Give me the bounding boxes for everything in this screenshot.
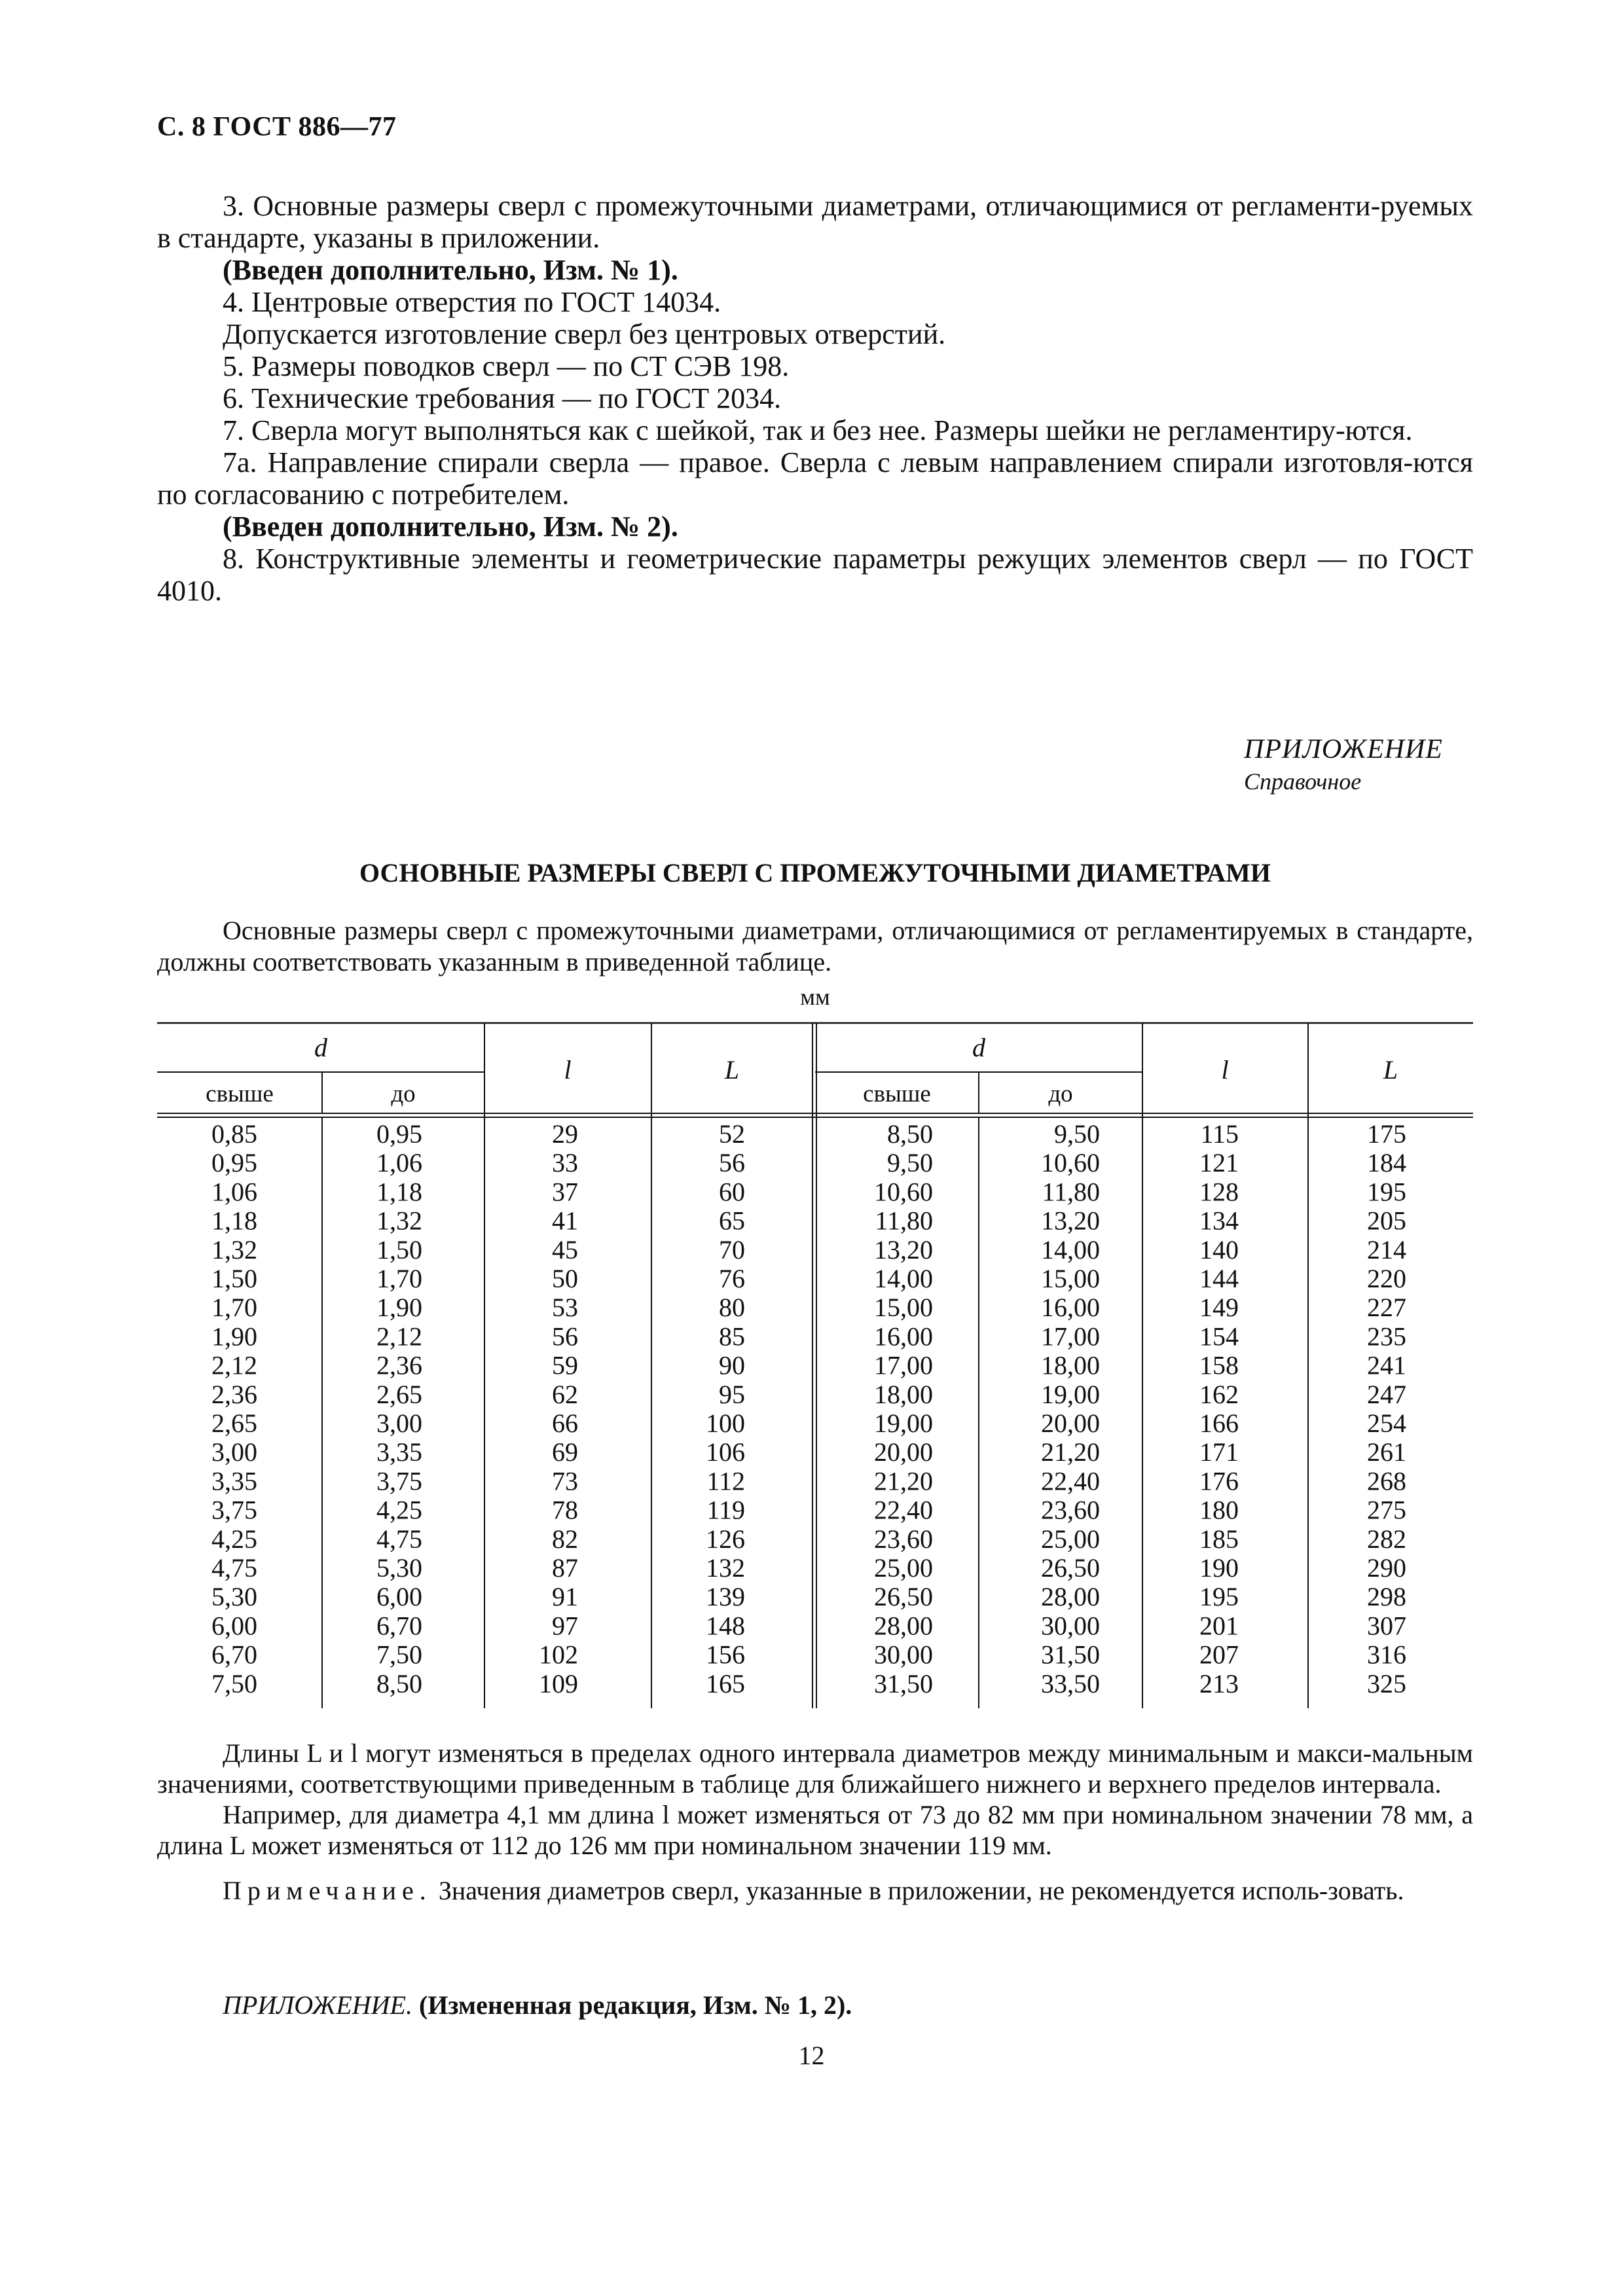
clause-4-extra: Допускается изготовление сверл без центровых отверстий. [223, 318, 946, 350]
cell-left-L: 156 [706, 1640, 745, 1670]
cell-left-l: 69 [552, 1437, 578, 1467]
cell-left-over: 1,06 [211, 1177, 257, 1207]
section-title: ОСНОВНЫЕ РАЗМЕРЫ СВЕРЛ С ПРОМЕЖУТОЧНЫМИ ДИАМЕТРАМИ [359, 858, 1271, 888]
cell-right-over: 18,00 [874, 1379, 933, 1409]
cell-right-l: 158 [1199, 1350, 1239, 1380]
clause-8: 8. Конструктивные элементы и геометрические параметры режущих элементов сверл — по ГОСТ 4010. [157, 543, 1473, 607]
cell-left-over: 1,90 [211, 1321, 257, 1352]
cell-left-L: 70 [719, 1234, 745, 1265]
cell-left-l: 29 [552, 1119, 578, 1149]
cell-right-L: 261 [1367, 1437, 1406, 1467]
cell-left-over: 1,70 [211, 1293, 257, 1323]
cell-right-to: 30,00 [1041, 1611, 1100, 1641]
cell-right-to: 18,00 [1041, 1350, 1100, 1380]
note-label: Примечание. [223, 1876, 432, 1905]
cell-left-L: 126 [706, 1524, 745, 1554]
cell-left-L: 139 [706, 1582, 745, 1612]
cell-left-L: 100 [706, 1408, 745, 1438]
cell-right-to: 23,60 [1041, 1495, 1100, 1525]
cell-left-to: 6,00 [376, 1582, 422, 1612]
cell-left-over: 2,65 [211, 1408, 257, 1438]
cell-left-to: 1,06 [376, 1148, 422, 1178]
cell-right-L: 275 [1367, 1495, 1406, 1525]
cell-right-to: 21,20 [1041, 1437, 1100, 1467]
cell-left-l: 109 [539, 1668, 578, 1698]
cell-left-l: 62 [552, 1379, 578, 1409]
cell-left-L: 85 [719, 1321, 745, 1352]
cell-left-l: 78 [552, 1495, 578, 1525]
cell-right-to: 26,50 [1041, 1553, 1100, 1583]
cell-right-over: 31,50 [874, 1668, 933, 1698]
header-l-right: l [1221, 1055, 1229, 1085]
header-over-right: свыше [863, 1081, 931, 1107]
cell-right-L: 227 [1367, 1293, 1406, 1323]
cell-left-over: 4,25 [211, 1524, 257, 1554]
clause-5: 5. Размеры поводков сверл — по СТ СЭВ 198. [223, 350, 790, 382]
cell-right-over: 30,00 [874, 1640, 933, 1670]
table-body [211, 1119, 1406, 1698]
cell-right-over: 17,00 [874, 1350, 933, 1380]
cell-right-l: 213 [1199, 1668, 1239, 1698]
cell-right-l: 121 [1199, 1148, 1239, 1178]
cell-right-to: 9,50 [1054, 1119, 1100, 1149]
header-d-right: d [972, 1033, 985, 1062]
cell-left-l: 102 [539, 1640, 578, 1670]
appendix-subtitle: Справочное [1244, 768, 1362, 795]
example-paragraph: Например, для диаметра 4,1 мм длина l может изменяться от 73 до 82 мм при номинальном значении 78 мм, а длина L может изменяться от 112 до 126 мм при номинальном значении 119 мм. [157, 1800, 1473, 1860]
cell-right-over: 26,50 [874, 1582, 933, 1612]
clause-7a: 7а. Направление спирали сверла — правое. Сверла с левым направлением спирали изготовля-ются по согласованию с потребителем. [157, 446, 1473, 511]
cell-left-l: 87 [552, 1553, 578, 1583]
cell-right-over: 11,80 [875, 1206, 933, 1236]
cell-left-to: 4,75 [376, 1524, 422, 1554]
cell-right-l: 171 [1199, 1437, 1239, 1467]
table-header [206, 1033, 1398, 1107]
cell-right-L: 290 [1367, 1553, 1406, 1583]
cell-right-to: 10,60 [1041, 1148, 1100, 1178]
cell-right-L: 175 [1367, 1119, 1406, 1149]
cell-left-over: 2,12 [211, 1350, 257, 1380]
cell-left-over: 5,30 [211, 1582, 257, 1612]
cell-left-to: 6,70 [376, 1611, 422, 1641]
cell-right-l: 134 [1199, 1206, 1239, 1236]
cell-right-to: 11,80 [1042, 1177, 1100, 1207]
cell-right-l: 115 [1200, 1119, 1239, 1149]
cell-left-l: 59 [552, 1350, 578, 1380]
cell-left-to: 1,70 [376, 1264, 422, 1293]
cell-left-L: 52 [719, 1119, 745, 1149]
clause-3-amendment: (Введен дополнительно, Изм. № 1). [223, 254, 678, 286]
cell-right-over: 15,00 [874, 1293, 933, 1323]
cell-right-over: 28,00 [874, 1611, 933, 1641]
cell-left-over: 4,75 [211, 1553, 257, 1583]
cell-right-L: 325 [1367, 1668, 1406, 1698]
cell-left-over: 1,50 [211, 1264, 257, 1293]
cell-right-l: 180 [1199, 1495, 1239, 1525]
cell-right-over: 10,60 [874, 1177, 933, 1207]
cell-right-to: 17,00 [1041, 1321, 1100, 1352]
cell-right-over: 25,00 [874, 1553, 933, 1583]
cell-left-L: 76 [719, 1264, 745, 1293]
header-to-left: до [391, 1081, 416, 1107]
cell-left-over: 0,85 [211, 1119, 257, 1149]
clause-3: 3. Основные размеры сверл с промежуточными диаметрами, отличающимися от регламенти-руемых в стандарте, указаны в приложении. [157, 190, 1473, 254]
cell-left-over: 0,95 [211, 1148, 257, 1178]
header-L-right: L [1383, 1055, 1398, 1085]
cell-right-l: 166 [1199, 1408, 1239, 1438]
cell-right-L: 205 [1367, 1206, 1406, 1236]
cell-left-l: 56 [552, 1321, 578, 1352]
cell-right-to: 15,00 [1041, 1264, 1100, 1293]
cell-left-over: 6,00 [211, 1611, 257, 1641]
cell-right-l: 207 [1199, 1640, 1239, 1670]
cell-left-l: 97 [552, 1611, 578, 1641]
note-text: Значения диаметров сверл, указанные в приложении, не рекомендуется исполь-зовать. [438, 1876, 1404, 1905]
cell-left-l: 45 [552, 1234, 578, 1265]
cell-left-to: 1,18 [376, 1177, 422, 1207]
appendix-title: ПРИЛОЖЕНИЕ [1244, 734, 1443, 764]
cell-left-to: 1,90 [376, 1293, 422, 1323]
cell-right-to: 20,00 [1041, 1408, 1100, 1438]
cell-left-L: 65 [719, 1206, 745, 1236]
cell-right-l: 154 [1199, 1321, 1239, 1352]
cell-left-to: 1,32 [376, 1206, 422, 1236]
cell-left-over: 3,75 [211, 1495, 257, 1525]
cell-right-over: 19,00 [874, 1408, 933, 1438]
cell-left-L: 56 [719, 1148, 745, 1178]
cell-left-l: 53 [552, 1293, 578, 1323]
cell-left-to: 3,00 [376, 1408, 422, 1438]
cell-left-over: 3,00 [211, 1437, 257, 1467]
cell-left-over: 7,50 [211, 1668, 257, 1698]
cell-left-L: 148 [706, 1611, 745, 1641]
cell-right-to: 28,00 [1041, 1582, 1100, 1612]
lengths-paragraph: Длины L и l могут изменяться в пределах одного интервала диаметров между минимальным и макси-мальным значениями, соответствующими приведенным в таблице для ближайшего нижнего и верхнего пределов интервала. [157, 1738, 1473, 1799]
unit-label: мм [800, 984, 830, 1010]
cell-left-to: 3,35 [376, 1437, 422, 1467]
page-header: С. 8 ГОСТ 886—77 [157, 112, 397, 142]
cell-left-to: 0,95 [376, 1119, 422, 1149]
cell-right-l: 195 [1199, 1582, 1239, 1612]
cell-right-l: 190 [1199, 1553, 1239, 1583]
cell-right-to: 19,00 [1041, 1379, 1100, 1409]
cell-left-to: 3,75 [376, 1466, 422, 1496]
clause-6: 6. Технические требования — по ГОСТ 2034. [223, 382, 782, 414]
cell-left-l: 41 [552, 1206, 578, 1236]
cell-right-L: 307 [1367, 1611, 1406, 1641]
cell-right-to: 13,20 [1041, 1206, 1100, 1236]
cell-left-over: 2,36 [211, 1379, 257, 1409]
cell-left-l: 91 [552, 1582, 578, 1612]
cell-right-L: 298 [1367, 1582, 1406, 1612]
cell-left-L: 119 [706, 1495, 745, 1525]
cell-right-to: 25,00 [1041, 1524, 1100, 1554]
cell-right-over: 16,00 [874, 1321, 933, 1352]
after-table-text [157, 1738, 1473, 1906]
header-l-left: l [564, 1055, 572, 1085]
appendix-revision-line [223, 1990, 852, 2020]
cell-left-to: 2,65 [376, 1379, 422, 1409]
cell-left-over: 1,32 [211, 1234, 257, 1265]
cell-left-to: 7,50 [376, 1640, 422, 1670]
table-grid [157, 1023, 1473, 1708]
cell-right-to: 14,00 [1041, 1234, 1100, 1265]
cell-right-over: 14,00 [874, 1264, 933, 1293]
revision-italic: ПРИЛОЖЕНИЕ. [223, 1990, 412, 2020]
cell-left-to: 4,25 [376, 1495, 422, 1525]
revision-bold: (Измененная редакция, Изм. № 1, 2). [418, 1990, 852, 2020]
cell-right-l: 176 [1199, 1466, 1239, 1496]
cell-left-l: 37 [552, 1177, 578, 1207]
cell-right-l: 185 [1199, 1524, 1239, 1554]
cell-right-L: 220 [1367, 1264, 1406, 1293]
clause-7a-amendment: (Введен дополнительно, Изм. № 2). [223, 511, 678, 543]
cell-left-L: 80 [719, 1293, 745, 1323]
clause-4: 4. Центровые отверстия по ГОСТ 14034. [223, 286, 721, 318]
cell-right-L: 282 [1367, 1524, 1406, 1554]
cell-right-L: 247 [1367, 1379, 1406, 1409]
cell-left-to: 8,50 [376, 1668, 422, 1698]
note-paragraph [157, 1875, 1473, 1906]
cell-right-to: 33,50 [1041, 1668, 1100, 1698]
intro-paragraph: Основные размеры сверл с промежуточными диаметрами, отличающимися от регламентируемых в стандарте, должны соответствовать указанным в приведенной таблице. [157, 916, 1473, 977]
cell-right-over: 9,50 [887, 1148, 933, 1178]
cell-right-l: 149 [1199, 1293, 1239, 1323]
cell-left-l: 82 [552, 1524, 578, 1554]
cell-left-L: 90 [719, 1350, 745, 1380]
cell-right-L: 214 [1367, 1234, 1406, 1265]
cell-left-L: 95 [719, 1379, 745, 1409]
header-to-right: до [1048, 1081, 1073, 1107]
cell-left-to: 2,36 [376, 1350, 422, 1380]
cell-right-L: 195 [1367, 1177, 1406, 1207]
cell-right-over: 13,20 [874, 1234, 933, 1265]
cell-left-l: 50 [552, 1264, 578, 1293]
cell-right-l: 140 [1199, 1234, 1239, 1265]
header-over-left: свыше [206, 1081, 274, 1107]
cell-right-to: 16,00 [1041, 1293, 1100, 1323]
cell-left-L: 112 [706, 1466, 745, 1496]
cell-right-over: 23,60 [874, 1524, 933, 1554]
cell-right-L: 254 [1367, 1408, 1406, 1438]
cell-left-over: 1,18 [211, 1206, 257, 1236]
cell-left-over: 3,35 [211, 1466, 257, 1496]
header-L-left: L [724, 1055, 740, 1085]
cell-right-over: 8,50 [887, 1119, 933, 1149]
cell-left-to: 5,30 [376, 1553, 422, 1583]
cell-left-L: 132 [706, 1553, 745, 1583]
cell-right-L: 316 [1367, 1640, 1406, 1670]
cell-left-L: 60 [719, 1177, 745, 1207]
cell-left-L: 106 [706, 1437, 745, 1467]
cell-right-L: 184 [1367, 1148, 1406, 1178]
cell-right-L: 241 [1367, 1350, 1406, 1380]
cell-right-over: 22,40 [874, 1495, 933, 1525]
cell-right-over: 20,00 [874, 1437, 933, 1467]
header-d-left: d [314, 1033, 327, 1062]
cell-right-over: 21,20 [874, 1466, 933, 1496]
cell-right-to: 22,40 [1041, 1466, 1100, 1496]
cell-right-to: 31,50 [1041, 1640, 1100, 1670]
cell-left-to: 1,50 [376, 1234, 422, 1265]
cell-left-l: 66 [552, 1408, 578, 1438]
cell-right-l: 128 [1199, 1177, 1239, 1207]
cell-right-L: 268 [1367, 1466, 1406, 1496]
cell-right-l: 144 [1199, 1264, 1239, 1293]
cell-right-l: 201 [1199, 1611, 1239, 1641]
cell-left-L: 165 [706, 1668, 745, 1698]
cell-left-l: 33 [552, 1148, 578, 1178]
cell-left-l: 73 [552, 1466, 578, 1496]
cell-left-to: 2,12 [376, 1321, 422, 1352]
cell-left-over: 6,70 [211, 1640, 257, 1670]
page-number: 12 [798, 2041, 825, 2070]
clause-7: 7. Сверла могут выполняться как с шейкой, так и без нее. Размеры шейки не регламентиру-ются. [223, 414, 1413, 446]
cell-right-l: 162 [1199, 1379, 1239, 1409]
cell-right-L: 235 [1367, 1321, 1406, 1352]
